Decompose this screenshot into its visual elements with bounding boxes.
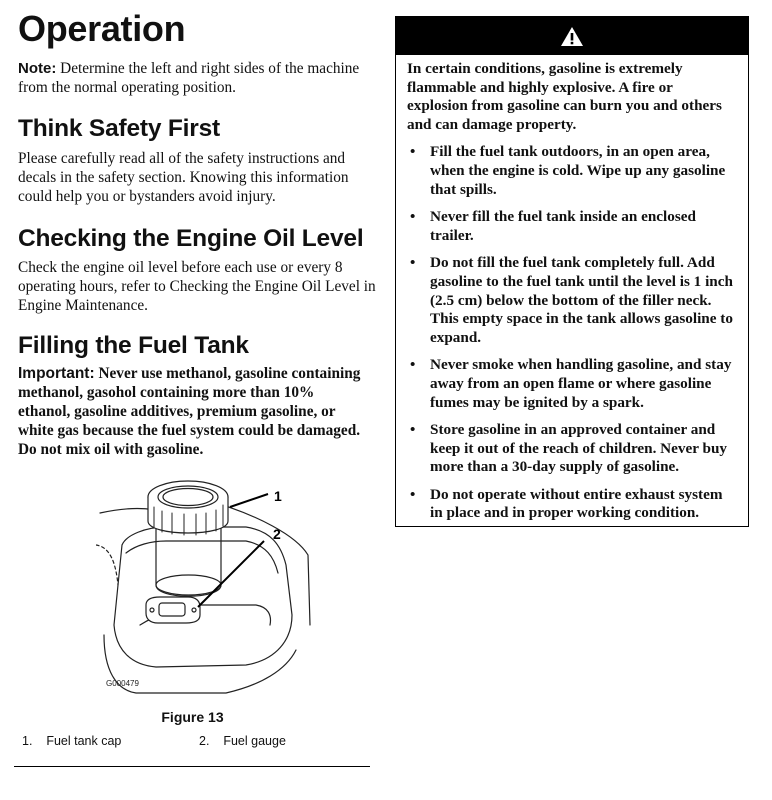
note-paragraph <box>18 59 378 97</box>
important-text: Never use methanol, gasoline containing methanol, gasohol containing more than 10% ethanol, gasoline additives, premium gasoline, or white gas because the fuel system could be damaged. Do not mix oil with gasoline. <box>18 365 361 458</box>
warning-item: • Never smoke when handling gasoline, and stay away from an open flame or where gasoline fumes may be ignited by a spark. <box>410 356 732 411</box>
warning-list <box>407 143 736 523</box>
warning-item: • Do not operate without entire exhaust system in place and in proper working condition. <box>410 485 723 522</box>
important-paragraph <box>18 364 368 459</box>
callout-1: 1 <box>274 488 282 504</box>
heading-think-safety-first: Think Safety First <box>18 115 220 142</box>
warning-header <box>396 17 748 55</box>
heading-checking-oil: Checking the Engine Oil Level <box>18 225 364 252</box>
important-label: Important: <box>18 365 95 382</box>
warning-item: • Do not fill the fuel tank completely full. Add gasoline to the fuel tank until the level is 1 inch (2.5 cm) below the bottom of the filler neck. This empty space in the tank allows gasoline to expand. <box>410 254 733 346</box>
note-label: Note: <box>18 60 57 77</box>
warning-triangle-icon <box>560 26 584 47</box>
callout-2: 2 <box>273 526 281 542</box>
figure-code: G000479 <box>106 679 139 688</box>
page-title: Operation <box>18 8 186 49</box>
footer-divider <box>14 766 370 767</box>
figure-caption: Figure 13 <box>161 709 224 725</box>
heading-filling-fuel-tank: Filling the Fuel Tank <box>18 332 249 359</box>
note-text: Determine the left and right sides of the machine from the normal operating position. <box>18 60 360 96</box>
warning-item: • Store gasoline in an approved container and keep it out of the reach of children. Never buy more than a 30-day supply of gasoline. <box>410 421 727 476</box>
legend-item-1: 1. Fuel tank cap <box>22 734 122 748</box>
fuel-tank-figure <box>96 475 321 700</box>
oil-paragraph: Check the engine oil level before each use or every 8 operating hours, refer to Checking the Engine Oil Level in Engine Maintenance. <box>18 259 376 314</box>
safety-paragraph: Please carefully read all of the safety instructions and decals in the safety section. Knowing this information could help you or bystanders avoid injury. <box>18 150 349 205</box>
warning-intro: In certain conditions, gasoline is extremely flammable and highly explosive. A fire or explosion from gasoline can burn you and others and can damage property. <box>407 60 722 133</box>
warning-item: • Fill the fuel tank outdoors, in an open area, when the engine is cold. Wipe up any gasoline that spills. <box>410 143 726 198</box>
warning-box <box>395 16 749 527</box>
warning-item: • Never fill the fuel tank inside an enclosed trailer. <box>410 208 696 244</box>
legend-item-2: 2. Fuel gauge <box>199 734 286 748</box>
